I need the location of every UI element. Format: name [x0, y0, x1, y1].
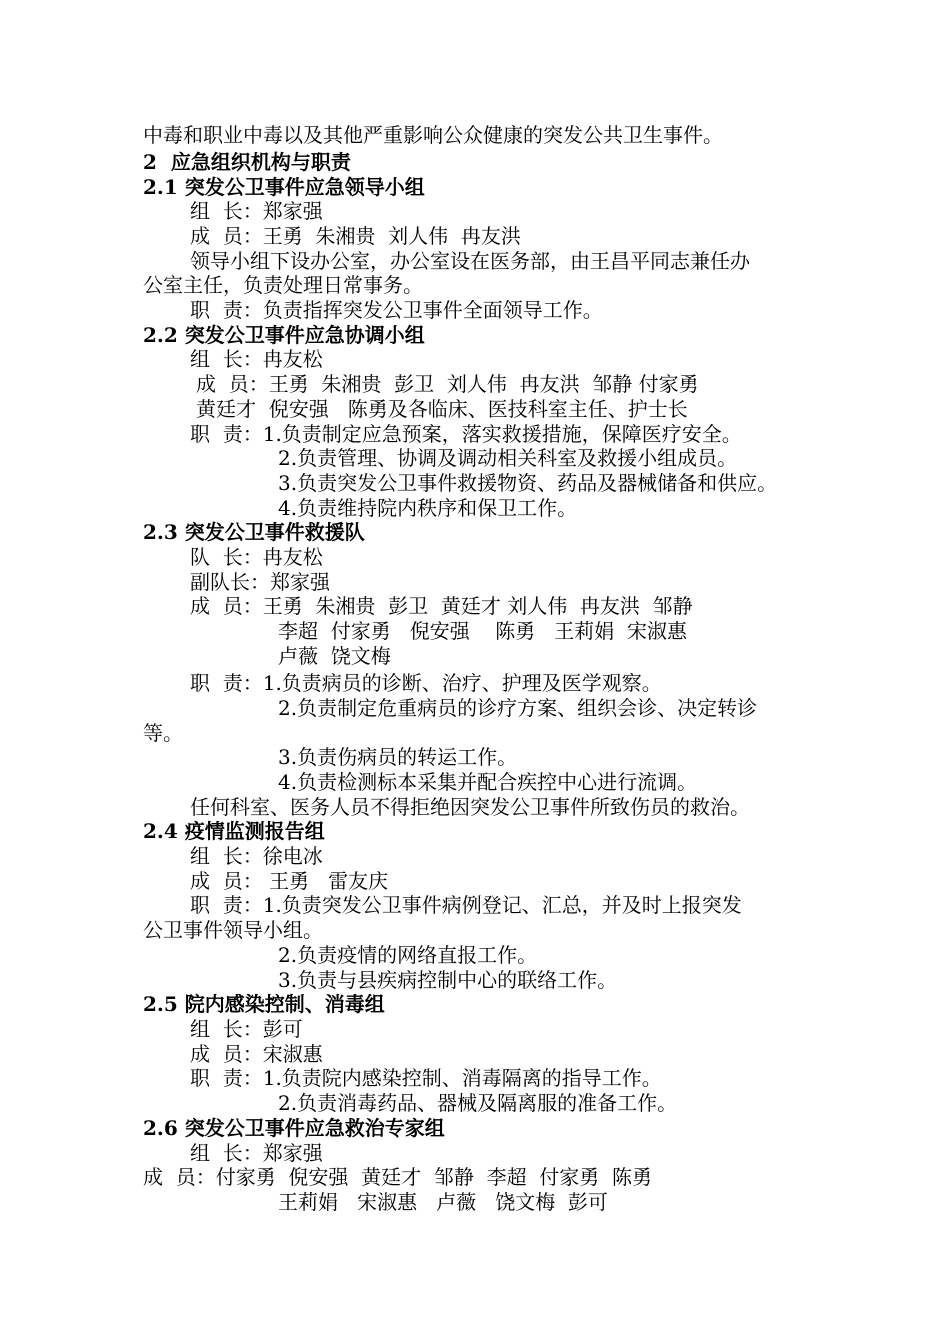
s23-duty-4: 4.负责检测标本采集并配合疾控中心进行流调。: [278, 770, 698, 794]
s24-duty-2: 2.负责疫情的网络直报工作。: [278, 943, 538, 967]
section-2-2-heading: 2.2 突发公卫事件应急协调小组: [143, 323, 425, 347]
s24-duty-1-continued: 公卫事件领导小组。: [143, 918, 323, 942]
s21-members: 成 员：王勇 朱湘贵 刘人伟 冉友洪: [190, 224, 521, 248]
s22-members-line-1: 成 员：王勇 朱湘贵 彭卫 刘人伟 冉友洪 邹静 付家勇: [196, 372, 699, 396]
s24-members: 成 员： 王勇 雷友庆: [190, 869, 389, 893]
section-2-6-heading: 2.6 突发公卫事件应急救治专家组: [143, 1116, 445, 1140]
s21-duty: 职 责：负责指挥突发公卫事件全面领导工作。: [190, 298, 603, 322]
s26-members-line-2: 王莉娟 宋淑惠 卢薇 饶文梅 彭可: [278, 1190, 608, 1214]
s21-leader: 组 长：郑家强: [190, 199, 323, 223]
s25-leader: 组 长：彭可: [190, 1017, 303, 1041]
intro-text: 中毒和职业中毒以及其他严重影响公众健康的突发公共卫生事件。: [143, 123, 723, 147]
section-2-heading: 2 应急组织机构与职责: [143, 150, 351, 174]
s23-members-line-3: 卢薇 饶文梅: [278, 644, 391, 668]
s26-members-line-1: 成 员：付家勇 倪安强 黄廷才 邹静 李超 付家勇 陈勇: [143, 1165, 653, 1189]
s22-duty-2: 2.负责管理、协调及调动相关科室及救援小组成员。: [278, 446, 738, 470]
s23-duty-1: 职 责：1.负责病员的诊断、治疗、护理及医学观察。: [190, 671, 662, 695]
s21-office-line-1: 领导小组下设办公室，办公室设在医务部，由王昌平同志兼任办: [190, 249, 750, 273]
s22-duty-3: 3.负责突发公卫事件救援物资、药品及器械储备和供应。: [278, 471, 778, 495]
s23-duty-2-continued: 等。: [143, 721, 183, 745]
s21-office-line-2: 公室主任，负责处理日常事务。: [143, 273, 423, 297]
s23-leader: 队 长：冉友松: [190, 545, 323, 569]
s23-duty-3: 3.负责伤病员的转运工作。: [278, 745, 518, 769]
s23-members-line-2: 李超 付家勇 倪安强 陈勇 王莉娟 宋淑惠: [278, 619, 688, 643]
s25-duty-2: 2.负责消毒药品、器械及隔离服的准备工作。: [278, 1091, 678, 1115]
section-2-4-heading: 2.4 疫情监测报告组: [143, 819, 325, 843]
s23-note: 任何科室、医务人员不得拒绝因突发公卫事件所致伤员的救治。: [190, 795, 750, 819]
s25-duty-1: 职 责：1.负责院内感染控制、消毒隔离的指导工作。: [190, 1066, 662, 1090]
s24-duty-3: 3.负责与县疾病控制中心的联络工作。: [278, 968, 618, 992]
s22-duty-4: 4.负责维持院内秩序和保卫工作。: [278, 496, 578, 520]
section-2-5-heading: 2.5 院内感染控制、消毒组: [143, 992, 385, 1016]
section-2-3-heading: 2.3 突发公卫事件救援队: [143, 520, 365, 544]
s22-leader: 组 长：冉友松: [190, 347, 323, 371]
section-2-1-heading: 2.1 突发公卫事件应急领导小组: [143, 175, 425, 199]
s22-duty-1: 职 责：1.负责制定应急预案，落实救援措施，保障医疗安全。: [190, 422, 742, 446]
s23-deputy: 副队长：郑家强: [190, 570, 330, 594]
s22-members-line-2: 黄廷才 倪安强 陈勇及各临床、医技科室主任、护士长: [196, 397, 688, 421]
s23-members-line-1: 成 员：王勇 朱湘贵 彭卫 黄廷才 刘人伟 冉友洪 邹静: [190, 594, 693, 618]
s25-members: 成 员：宋淑惠: [190, 1042, 323, 1066]
s24-duty-1: 职 责：1.负责突发公卫事件病例登记、汇总，并及时上报突发: [190, 893, 742, 917]
s26-leader: 组 长：郑家强: [190, 1141, 323, 1165]
s23-duty-2: 2.负责制定危重病员的诊疗方案、组织会诊、决定转诊: [278, 696, 758, 720]
s24-leader: 组 长：徐电冰: [190, 844, 323, 868]
